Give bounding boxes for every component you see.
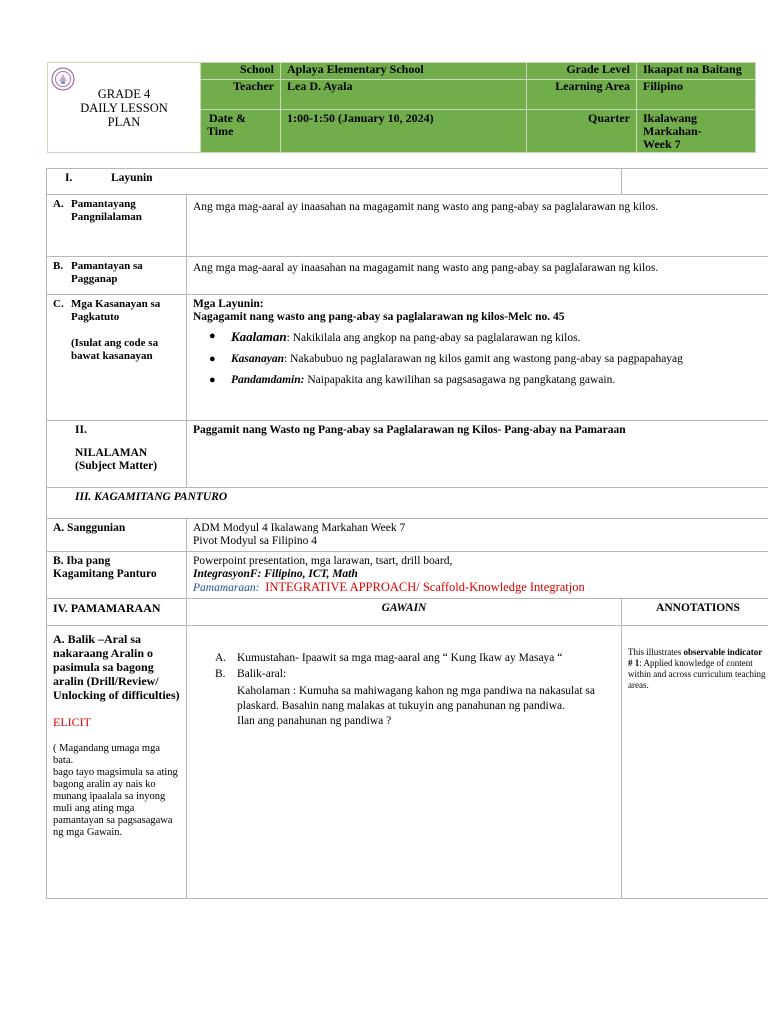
- greeting-line1: ( Magandang umaga mga bata.: [53, 743, 161, 766]
- plan-title-line1: GRADE 4: [97, 87, 151, 101]
- pamantayang-pangnilalaman-text: Ang mga mag-aaral ay inaasahan na magagamit nang wasto ang pang-abay sa paglalarawan ng kilos.: [187, 195, 768, 257]
- plan-title-line2: DAILY LESSON: [80, 101, 168, 115]
- elicit-label: ELICIT: [53, 715, 91, 729]
- plan-title-line3: PLAN: [107, 115, 141, 129]
- label-line1: B. Iba pang: [53, 555, 111, 567]
- objective-kaalaman: [209, 330, 768, 345]
- quarter-value: [637, 110, 756, 153]
- note-line1: (Isulat ang code sa: [71, 337, 159, 349]
- list-item: [215, 668, 615, 681]
- section-title: Layunin: [111, 172, 153, 184]
- label-line1: Pamantayang: [71, 198, 136, 210]
- sanggunian-value: [187, 519, 768, 552]
- nilalaman-title: NILALAMAN: [75, 447, 148, 459]
- label-line2: Kagamitang Panturo: [53, 568, 157, 580]
- annotation-content: [622, 626, 768, 899]
- school-value: Aplaya Elementary School: [281, 63, 527, 80]
- pamamaraan-value: INTEGRATIVE APPROACH/ Scaffold-Knowledge Integratjon: [265, 580, 585, 594]
- balik-aral-label: A. Balik –Aral sa nakaraang Aralin o pasimula sa bagong aralin (Drill/Review/ Unlocking of difficulties): [53, 632, 180, 702]
- learning-area-label: Learning Area: [527, 80, 637, 110]
- annotations-header: ANNOTATIONS: [622, 599, 768, 626]
- objective-term: Kaalaman: [231, 329, 287, 344]
- objective-kasanayan: [209, 353, 768, 366]
- item-key: B.: [215, 668, 226, 680]
- header-table: [47, 62, 756, 153]
- label-line2: Pagkatuto: [71, 311, 120, 323]
- kaholaman-text: Kaholaman : Kumuha sa mahiwagang kahon ng mga pandiwa na nakasulat sa plaskard. Basahin nang malakas at tukuyin ang panahunan ng pandiwa.: [237, 685, 595, 712]
- pamantayang-pangnilalaman-label: [47, 195, 187, 257]
- lesson-table: [46, 168, 768, 899]
- greeting-line2: bago tayo magsimula sa ating bagong aralin ay nais ko munang ipaalala sa inyong muli ang ating mga pamantayan sa pagsasagawa ng mga Gawain.: [53, 767, 178, 838]
- teacher-label: Teacher: [201, 80, 281, 110]
- pamamaraan-label: Pamamaraan:: [193, 582, 260, 594]
- nilalaman-label: [47, 421, 187, 488]
- grade-level-label: Grade Level: [527, 63, 637, 80]
- gawain-header: GAWAIN: [187, 599, 622, 626]
- iba-pang-kagamitan-label: [47, 552, 187, 599]
- materials-line: Powerpoint presentation, mga larawan, tsart, drill board,: [193, 555, 453, 567]
- pamamaraan-header: IV. PAMAMARAAN: [47, 599, 187, 626]
- kasanayan-label: [47, 295, 187, 421]
- annotation-indicator: observable indicator # 1: [628, 647, 763, 668]
- annotation-text: [628, 647, 768, 691]
- label-line2: Pangnilalaman: [71, 211, 142, 223]
- sanggunian-line1: ADM Modyul 4 Ikalawang Markahan Week 7: [193, 522, 406, 534]
- question-text: Ilan ang panahunan ng pandiwa ?: [237, 715, 392, 727]
- date-time-label: [201, 110, 281, 153]
- objective-text: : Nakabubuo ng paglalarawan ng kilos gamit ang wastong pang-abay sa pagpapahayag: [284, 353, 683, 365]
- annotation-post: : Applied knowledge of content within and across curriculum teaching areas.: [628, 658, 766, 690]
- note-line2: bawat kasanayan: [71, 350, 153, 362]
- school-label: School: [201, 63, 281, 80]
- label-line1: Mga Kasanayan sa: [71, 298, 161, 310]
- list-item: [215, 652, 615, 665]
- kasanayan-content: [187, 295, 768, 421]
- nilalaman-number: II.: [75, 424, 87, 436]
- quarter-value-line3: Week 7: [643, 137, 681, 151]
- gawain-content: [187, 626, 622, 899]
- balik-aral-label-cell: [47, 626, 187, 899]
- bullet-icon: ●: [209, 374, 216, 386]
- date-label-line2: Time: [207, 124, 234, 138]
- pamantayan-sa-pagganap-text: Ang mga mag-aaral ay inaasahan na magagamit nang wasto ang pang-abay sa paglalarawan ng kilos.: [187, 257, 768, 295]
- objective-pandamdamin: [209, 374, 768, 387]
- bullet-icon: ●: [209, 353, 216, 365]
- iba-pang-kagamitan-value: [187, 552, 768, 599]
- section-layunin-header: [47, 169, 622, 195]
- label-line1: Pamantayan sa: [71, 260, 143, 272]
- item-text: Kumustahan- Ipaawit sa mga mag-aaral ang “ Kung Ikaw ay Masaya “: [237, 652, 563, 664]
- melc-line: Nagagamit nang wasto ang pang-abay sa paglalarawan ng kilos-Melc no. 45: [193, 311, 565, 323]
- item-key: C.: [53, 298, 64, 310]
- item-key: A.: [53, 198, 64, 210]
- gawain-list: [215, 652, 615, 729]
- grade-level-value: Ikaapat na Baitang: [637, 63, 756, 80]
- sanggunian-line2: Pivot Modyul sa Filipino 4: [193, 535, 317, 547]
- mga-layunin-heading: Mga Layunin:: [193, 298, 264, 310]
- bullet-icon: ●: [209, 330, 216, 342]
- annotation-pre: This illustrates: [628, 647, 684, 657]
- quarter-value-line2: Markahan-: [643, 124, 702, 138]
- teacher-value: Lea D. Ayala: [281, 80, 527, 110]
- quarter-label: Quarter: [527, 110, 637, 153]
- pamamaraan-line: [193, 581, 768, 595]
- header-title-cell: [48, 63, 201, 153]
- date-time-value: 1:00-1:50 (January 10, 2024): [281, 110, 527, 153]
- objective-term: Pandamdamin:: [231, 374, 305, 386]
- item-key: B.: [53, 260, 64, 272]
- integrasyon-line: IntegrasyonF: Filipino, ICT, Math: [193, 568, 358, 580]
- item-text: Balik-aral:: [237, 668, 287, 680]
- nilalaman-subtitle: (Subject Matter): [75, 460, 158, 472]
- quarter-value-line1: Ikalawang: [643, 111, 698, 125]
- date-label-line1: Date &: [209, 111, 246, 125]
- section-number: I.: [65, 172, 73, 184]
- item-key: A.: [215, 652, 227, 664]
- objective-term: Kasanayan: [231, 353, 285, 365]
- pamantayan-sa-pagganap-label: [47, 257, 187, 295]
- objective-text: : Nakikilala ang angkop na pang-abay sa paglalarawan ng kilos.: [286, 332, 581, 344]
- sanggunian-label: A. Sanggunian: [47, 519, 187, 552]
- objective-text: Naipapakita ang kawilihan sa pagsasagawa ng pangkatang gawain.: [304, 374, 616, 386]
- label-line2: Pagganap: [71, 273, 118, 285]
- empty-cell: [622, 169, 768, 195]
- nilalaman-text: Paggamit nang Wasto ng Pang-abay sa Paglalarawan ng Kilos- Pang-abay na Pamaraan: [187, 421, 768, 488]
- kagamitan-header: III. KAGAMITANG PANTURO: [47, 488, 768, 519]
- learning-area-value: Filipino: [637, 80, 756, 110]
